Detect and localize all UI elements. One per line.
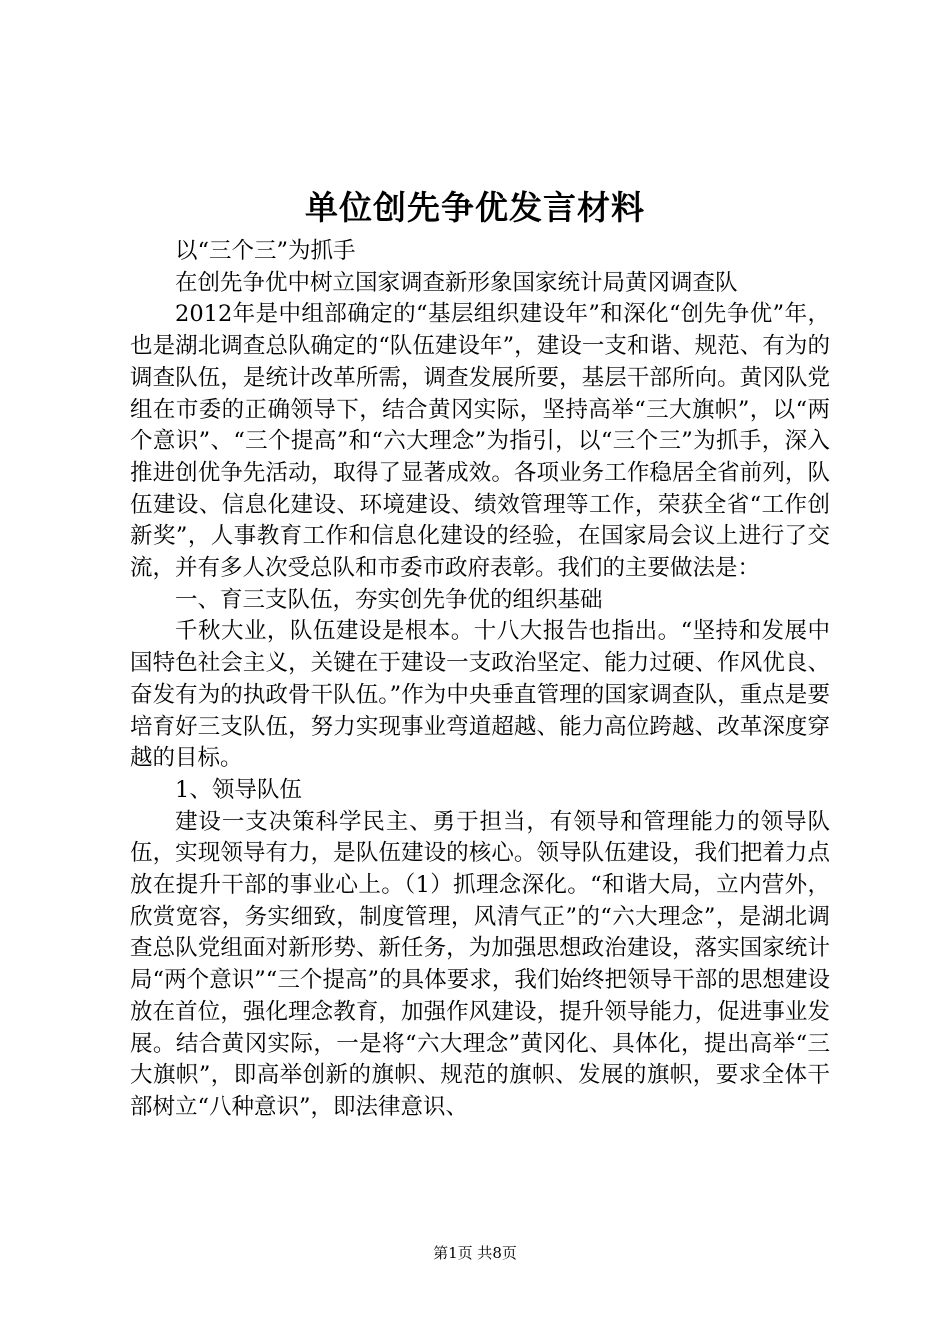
paragraph-intro: 2012年是中组部确定的“基层组织建设年”和深化“创先争优”年，也是湖北调查总队确定的“队伍建设年”，建设一支和谐、规范、有为的调查队伍，是统计改革所需，调查发展所要，基层干部所向。黄冈队党组在市委的正确领导下，结合黄冈实际，坚持高举“三大旗帜”，以“两个意识”、“三个提高”和“六大理念”为指引，以“三个三”为抓手，深入推进创优争先活动，取得了显著成效。各项业务工作稳居全省前列，队伍建设、信息化建设、环境建设、绩效管理等工作，荣获全省“工作创新奖”，人事教育工作和信息化建设的经验，在国家局会议上进行了交流，并有多人次受总队和市委市政府表彰。我们的主要做法是： [130,301,830,582]
document-body [130,236,830,1124]
document-title: 单位创先争优发言材料 [305,188,645,227]
section-heading-1: 一、育三支队伍，夯实创先争优的组织基础 [175,586,603,613]
paragraph-subsection-1: 建设一支决策科学民主、勇于担当，有领导和管理能力的领导队伍，实现领导有力，是队伍建设的核心。领导队伍建设，我们把着力点放在提升干部的事业心上。（1）抓理念深化。“和谐大局，立内营外，欣赏宽容，务实细致，制度管理，风清气正”的“六大理念”，是湖北调查总队党组面对新形势、新任务，为加强思想政治建设，落实国家统计局“两个意识”“三个提高”的具体要求，我们始终把领导干部的思想建设放在首位，强化理念教育，加强作风建设，提升领导能力，促进事业发展。结合黄冈实际，一是将“六大理念”黄冈化、具体化，提出高举“三大旗帜”，即高举创新的旗帜、规范的旗帜、发展的旗帜，要求全体干部树立“八种意识”，即法律意识、 [130,808,830,1120]
paragraph-subtitle: 以“三个三”为抓手 [175,238,356,264]
paragraph-section-1: 千秋大业，队伍建设是根本。十八大报告也指出。“坚持和发展中国特色社会主义，关键在于建设一支政治坚定、能力过硬、作风优良、奋发有为的执政骨干队伍。”作为中央垂直管理的国家调查队，重点是要培育好三支队伍，努力实现事业弯道超越、能力高位跨越、改革深度穿越的目标。 [130,618,830,772]
subsection-heading-1: 1、领导队伍 [175,776,302,803]
page-footer: 第1页 共8页 [433,1244,517,1262]
paragraph-heading: 在创先争优中树立国家调查新形象国家统计局黄冈调查队 [175,269,738,296]
